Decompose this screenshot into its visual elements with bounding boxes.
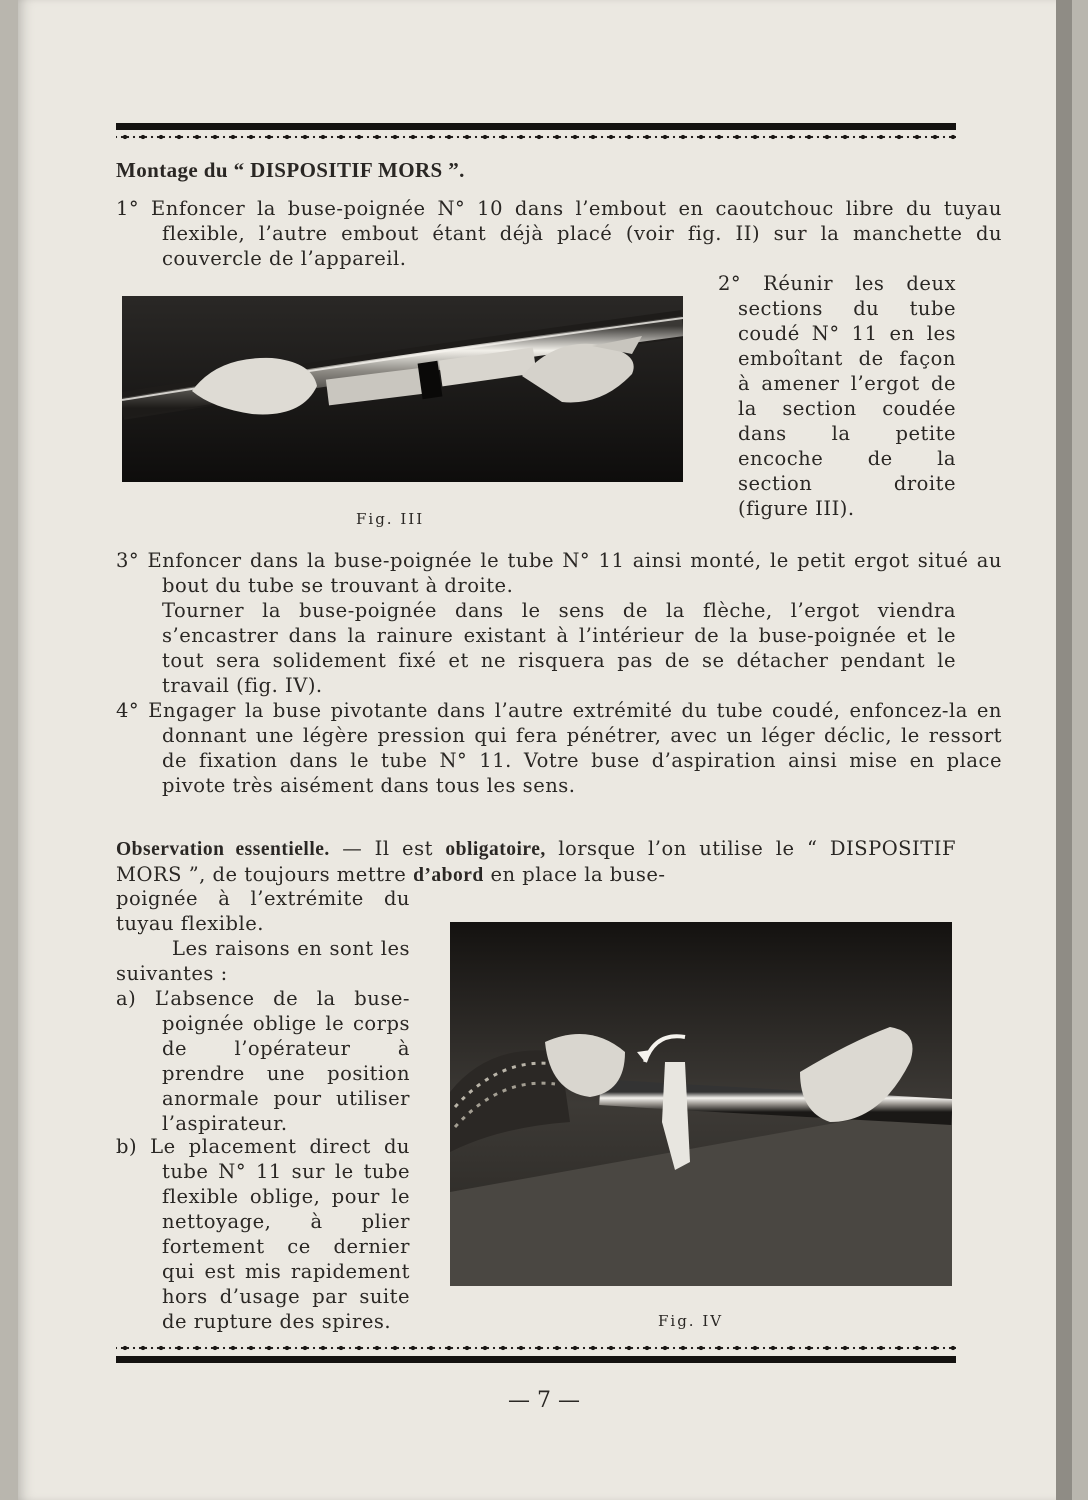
observation-text-3: en place la buse-	[483, 863, 666, 886]
bottom-dotted-rule	[116, 1344, 956, 1352]
reason-a: a) L’absence de la buse-poignée oblige le corps de l’opérateur à prendre une position anormale pour utiliser l’aspirateur.	[116, 987, 410, 1135]
reason-b: b) Le placement direct du tube N° 11 sur le tube flexible oblige, pour le nettoyage, à plier fortement ce dernier qui est mis rapidement hors d’usage par suite de rupture des spires.	[116, 1135, 410, 1333]
figure-4-photo	[450, 922, 952, 1286]
figure-3-photo	[122, 296, 683, 482]
top-dotted-rule	[116, 133, 956, 141]
figure-3-caption: Fig. III	[356, 510, 425, 528]
observation-bold-1: obligatoire,	[445, 839, 546, 860]
page-number: — 7 —	[508, 1388, 580, 1413]
observation-heading: Observation essentielle.	[116, 839, 330, 860]
step-1: 1° Enfoncer la buse-poignée N° 10 dans l’embout en caoutchouc libre du tuyau flexible, l’autre embout étant déjà placé (voir fig. II) sur la manchette du couvercle de l’appareil.	[116, 197, 1002, 270]
page-edge	[1056, 0, 1072, 1500]
step-3a: 3° Enfoncer dans la buse-poignée le tube N° 11 ainsi monté, le petit ergot situé au bout du tube se trouvant à droite.	[116, 549, 1002, 597]
figure-4-caption: Fig. IV	[658, 1312, 724, 1330]
observation	[116, 836, 956, 888]
observation-text-1: — Il est	[329, 837, 446, 860]
section-title: Montage du “ DISPOSITIF MORS ”.	[116, 158, 465, 182]
observation-continued: poignée à l’extrémite du tuyau flexible.	[116, 887, 410, 935]
figure-4-drawing	[450, 922, 952, 1286]
reasons-intro: Les raisons en sont les suivantes :	[116, 937, 410, 985]
top-rule	[116, 123, 956, 130]
observation-bold-2: d’abord	[413, 865, 484, 886]
step-3b: Tourner la buse-poignée dans le sens de la flèche, l’ergot viendra s’encastrer dans la rainure existant à l’intérieur de la buse-poignée et le tout sera solidement fixé et ne risquera pas de se détacher pendant le travail (fig. IV).	[162, 599, 956, 697]
bottom-rule	[116, 1356, 956, 1363]
step-4: 4° Engager la buse pivotante dans l’autre extrémité du tube coudé, enfoncez-la en donnant une légère pression qui fera pénétrer, avec un léger déclic, le ressort de fixation dans le tube N° 11. Votre buse d’aspiration ainsi mise en place pivote très aisément dans tous les sens.	[116, 699, 1002, 797]
figure-3-drawing	[122, 296, 683, 482]
step-2: 2° Réunir les deux sections du tube coudé N° 11 en les emboîtant de façon à amener l’ergot de la section coudée dans la petite encoche de la section droite (figure III).	[718, 272, 956, 520]
observation-text-2: lorsque l’on utilise le “ DISPOSITIF MORS ”, de toujours mettre	[116, 837, 956, 886]
